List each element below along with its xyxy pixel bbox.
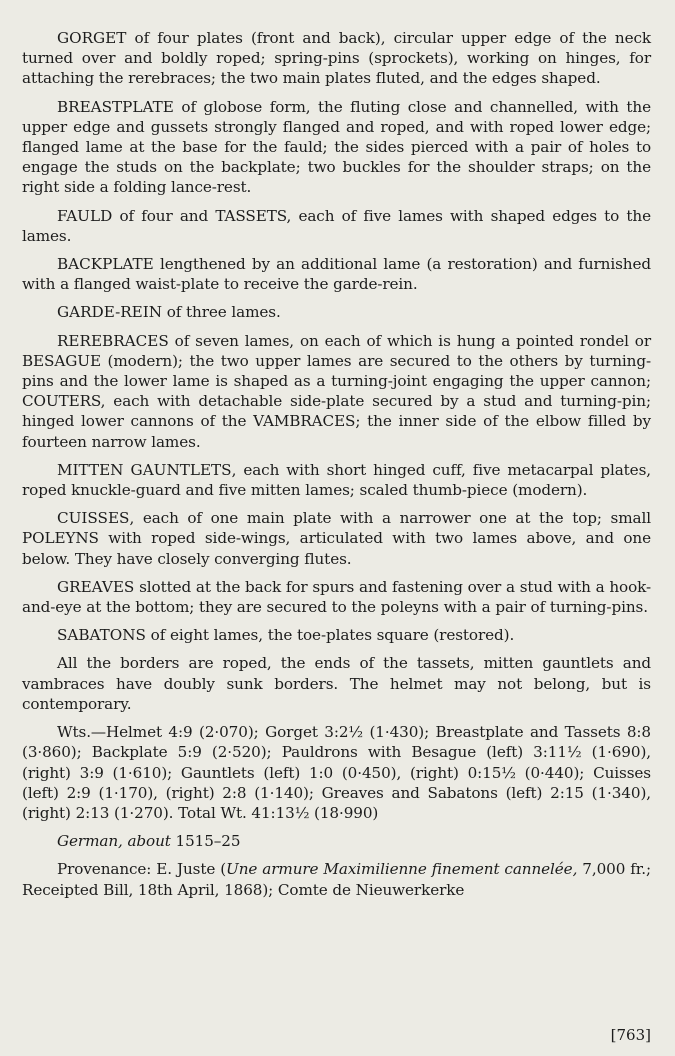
text-breastplate: of globose form, the fluting close and channelled, with the upper edge and gussets strongly flanged and roped, and with roped lower edge; flanged lame at the base for the fauld; the sides pierced with a pair of holes to engage the studs on the backplate; two buckles for the shoulder straps; on the right side a folding lance-rest. xyxy=(22,97,651,197)
origin-date: 1515–25 xyxy=(170,832,241,851)
paragraph-borders xyxy=(22,653,651,714)
text-garde-rein: of three lames. xyxy=(162,303,281,322)
text-sabatons: of eight lames, the toe-plates square (restored). xyxy=(145,626,515,645)
paragraph-greaves xyxy=(22,577,651,617)
term-backplate: BACKPLATE xyxy=(57,255,154,274)
text-borders: All the borders are roped, the ends of the tassets, mitten gauntlets and vambraces have doubly sunk borders. The helmet may not belong, but is contemporary. xyxy=(22,654,651,713)
paragraph-weights: Wts.—Helmet 4:9 (2·070); Gorget 3:2½ (1·430); Breastplate and Tassets 8:8 (3·860); Backplate 5:9 (2·520); Pauldrons with Besague (left) 3:11½ (1·690), (right) 3:9 (1·610); Gauntlets (left) 1:0 (0·450), (right) 0:15½ (0·440); Cuisses (left) 2:9 (1·170), (right) 2:8 (1·140); Greaves and Sabatons (left) 2:15 (1·340), (right) 2:13 (1·270). Total Wt. 41:13½ (18·990) xyxy=(22,723,651,822)
text-rerebraces: of seven lames, on each of which is hung a pointed rondel or BESAGUE (modern); the two upper lames are secured to the others by turning-pins and the lower lame is shaped as a turning-joint engaging the upper cannon; COUTERS, each with detachable side-plate secured by a stud and turning-pin; hinged lower cannons of the VAMBRACES; the inner side of the elbow filled by fourteen narrow lames. xyxy=(22,331,651,451)
term-cuisses: CUISSES xyxy=(57,509,130,528)
origin-line xyxy=(22,831,651,851)
term-fauld: FAULD xyxy=(57,206,113,225)
paragraph-rerebraces xyxy=(22,331,651,452)
paragraph-gorget xyxy=(22,28,651,89)
term-greaves: GREAVES xyxy=(57,577,135,596)
origin-italic: German, about xyxy=(57,832,171,851)
text-cuisses: , each of one main plate with a narrower one at the top; small POLEYNS with roped side-wings, articulated with two lames above, and one below. They have closely converging flutes. xyxy=(22,509,651,568)
paragraph-breastplate xyxy=(22,97,651,198)
paragraph-gauntlets xyxy=(22,460,651,500)
text-gauntlets: , each with short hinged cuff, five metacarpal plates, roped knuckle-guard and five mitten lames; scaled thumb-piece (modern). xyxy=(22,460,651,500)
text-backplate: lengthened by an additional lame (a restoration) and furnished with a flanged waist-plate to receive the garde-rein. xyxy=(22,255,651,294)
text-gorget: of four plates (front and back), circular upper edge of the neck turned over and boldly roped; spring-pins (sprockets), working on hinges, for attaching the rerebraces; the two main plates fluted, and the edges shaped. xyxy=(22,29,651,88)
paragraph-garde-rein xyxy=(22,302,651,322)
text-fauld: of four and TASSETS, each of five lames with shaped edges to the lames. xyxy=(22,206,651,245)
term-garde-rein: GARDE-REIN xyxy=(57,303,163,322)
provenance-prefix: Provenance: E. Juste ( xyxy=(57,860,227,879)
paragraph-sabatons xyxy=(22,625,651,645)
term-rerebraces: REREBRACES xyxy=(57,331,169,350)
term-sabatons: SABATONS xyxy=(57,626,146,645)
provenance-suffix: 7,000 fr.; Receipted Bill, 18th April, 1868); Comte de Nieuwerkerke xyxy=(22,860,651,899)
term-breastplate: BREASTPLATE xyxy=(57,97,174,116)
term-gauntlets: MITTEN GAUNTLETS xyxy=(57,460,232,479)
text-greaves: slotted at the back for spurs and fastening over a stud with a hook-and-eye at the bottom; they are secured to the poleyns with a pair of turning-pins. xyxy=(22,577,651,617)
paragraph-backplate xyxy=(22,254,651,294)
term-gorget: GORGET xyxy=(57,29,127,47)
provenance-title: Une armure Maximilienne finement cannelée, xyxy=(226,860,578,879)
provenance-line xyxy=(22,859,651,899)
paragraph-fauld xyxy=(22,206,651,246)
paragraph-cuisses xyxy=(22,508,651,569)
page-number: [763] xyxy=(610,1026,651,1044)
